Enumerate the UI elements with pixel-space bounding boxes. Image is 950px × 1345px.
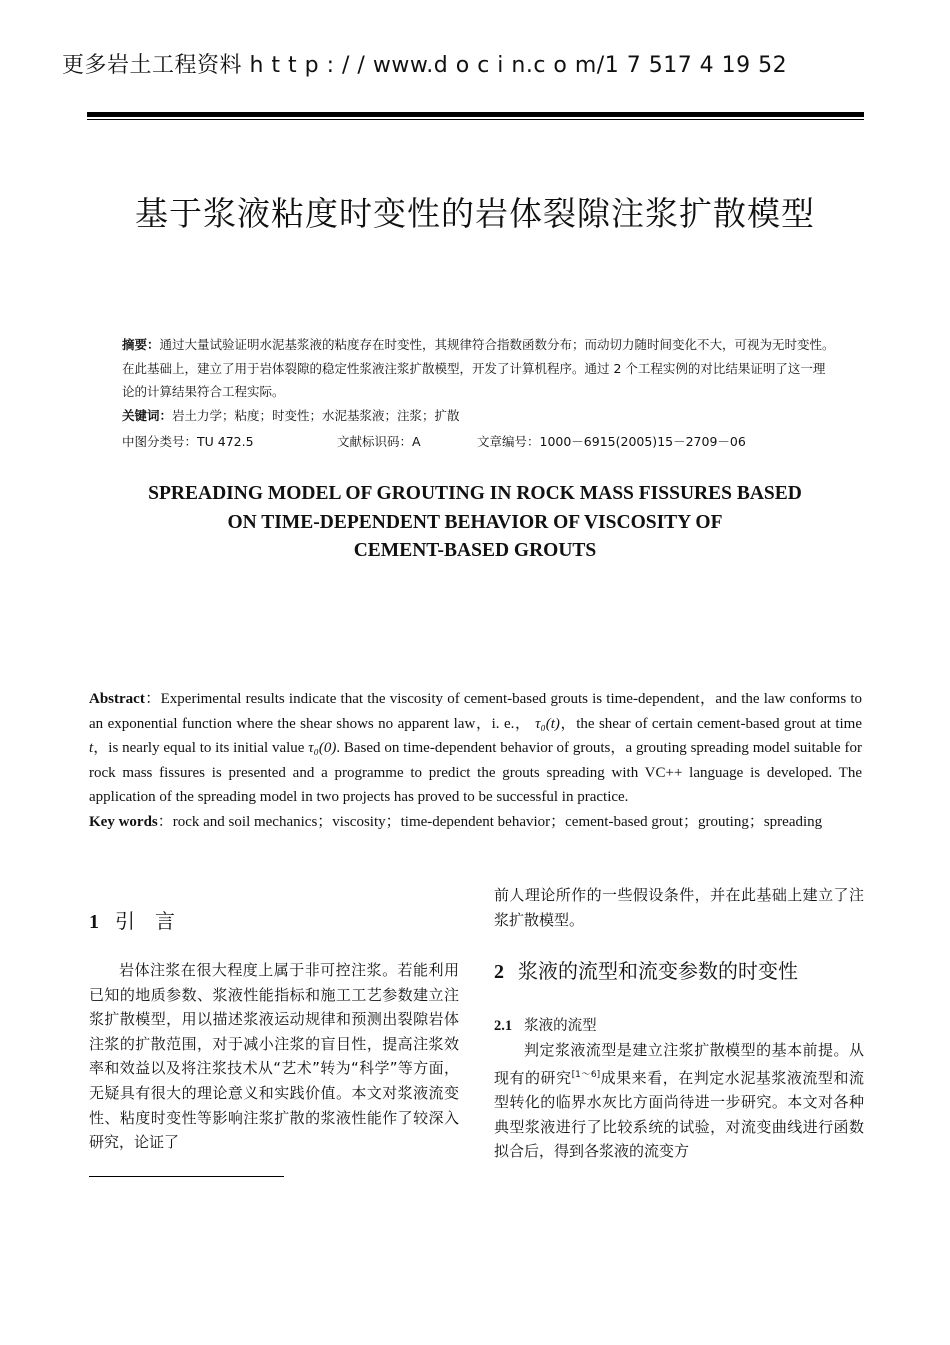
keywords-cn-text: 岩土力学；粘度；时变性；水泥基浆液；注浆；扩散	[172, 407, 460, 423]
abstract-en-part-1: ：Experimental results indicate that the viscosity of cement-based grouts is time-dependent，and the law conforms to an exponential function where the shear shows no apparent law，i. e.，	[89, 691, 862, 732]
section-2-1-number: 2.1	[494, 1018, 513, 1034]
section-2-1-title: 浆液的流型	[524, 1018, 597, 1034]
citation-ref: [1～6]	[571, 1069, 601, 1080]
paper-title-chinese: 基于浆液粘度时变性的岩体裂隙注浆扩散模型	[135, 194, 815, 233]
section-2-heading	[494, 955, 798, 984]
section-2-1-text-b: 成果来看，在判定水泥基浆液流型和流型转化的临界水灰比方面尚待进一步研究。本文对各种典型浆液进行了比较系统的试验，对流变曲线进行函数拟合后，得到各浆液的流变方	[494, 1068, 864, 1161]
keywords-en	[89, 810, 862, 835]
section-1-heading	[89, 905, 175, 934]
title-en-line-2: ON TIME-DEPENDENT BEHAVIOR OF VISCOSITY OF	[227, 511, 723, 533]
abstract-cn-body	[122, 333, 837, 404]
abstract-english	[89, 687, 862, 834]
paper-title-english	[0, 480, 950, 566]
tau-t-symbol: τ₀(t)	[535, 715, 560, 732]
title-en-line-3: CEMENT-BASED GROUTS	[353, 540, 597, 561]
abstract-en-label: Abstract	[89, 691, 145, 707]
section-2-1-heading	[494, 1014, 597, 1035]
t-symbol: t	[89, 740, 94, 756]
abstract-en-body	[89, 687, 862, 810]
right-column-intro: 前人理论所作的一些假设条件，并在此基础上建立了注浆扩散模型。	[494, 886, 864, 929]
abstract-cn-label: 摘要：	[122, 337, 160, 352]
keywords-cn-label: 关键词：	[122, 407, 173, 423]
header-url-line: 更多岩土工程资料 h t t p : / / www.d o c i n.c o m/1 7 517 4 19 52	[62, 53, 788, 78]
article-number: 文章编号：1000－6915(2005)15－2709－06	[477, 434, 746, 449]
keywords-en-text: ：rock and soil mechanics；viscosity；time-dependent behavior；cement-based grout；grouting；spreading	[157, 813, 823, 830]
section-2-title: 浆液的流型和流变参数的时变性	[518, 959, 798, 983]
footnote-rule	[89, 1176, 284, 1177]
header-rule-thick	[87, 112, 864, 117]
clc-number: 中图分类号：TU 472.5	[122, 434, 254, 449]
abstract-en-part-4: . Based on time-dependent behavior of grouts，a grouting spreading model suitable for rock mass fissures is presented and a programme to predict the grouts spreading with VC++ language is developed. The application of the spreading model in two projects has proved to be successful in practice.	[89, 740, 862, 805]
tau-0-symbol: τ₀(0)	[308, 740, 337, 756]
keywords-en-label: Key words	[89, 813, 158, 830]
section-1-paragraph: 岩体注浆在很大程度上属于非可控注浆。若能利用已知的地质参数、浆液性能指标和施工工艺参数建立注浆扩散模型，用以描述浆液运动规律和预测出裂隙岩体注浆的扩散范围，对于减小注浆的盲目性，提高注浆效率和效益以及将注浆技术从“艺术”转为“科学”等方面，无疑具有很大的理论意义和实践价值。本文对浆液流变性、粘度时变性等影响注浆扩散的浆液性能作了较深入研究，论证了	[89, 961, 459, 1152]
abstract-cn-text: 通过大量试验证明水泥基浆液的粘度存在时变性，其规律符合指数函数分布；而动切力随时间变化不大，可视为无时变性。在此基础上，建立了用于岩体裂隙的稳定性浆液注浆扩散模型，开发了计算机程序。通过 2 个工程实例的对比结果证明了这一理论的计算结果符合工程实际。	[122, 337, 835, 399]
section-1-number: 1	[89, 911, 99, 933]
abstract-chinese	[122, 333, 837, 427]
section-1-title: 引 言	[115, 909, 175, 933]
section-2-1-paragraph	[494, 1038, 864, 1164]
document-code: 文献标识码：A	[337, 434, 421, 449]
abstract-en-part-2: ，the shear of certain cement-based grout at time	[559, 715, 862, 732]
section-2-number: 2	[494, 961, 504, 983]
section-2-1-text-a: 判定浆液流型是建立注浆扩散模型的基本前提。从现有的研究	[494, 1041, 864, 1087]
header-rule-thin	[87, 119, 864, 120]
title-en-line-1: SPREADING MODEL OF GROUTING IN ROCK MASS FISSURES BASED	[148, 483, 802, 504]
keywords-cn	[122, 404, 837, 428]
abstract-en-part-3: ，is nearly equal to its initial value	[93, 740, 309, 756]
